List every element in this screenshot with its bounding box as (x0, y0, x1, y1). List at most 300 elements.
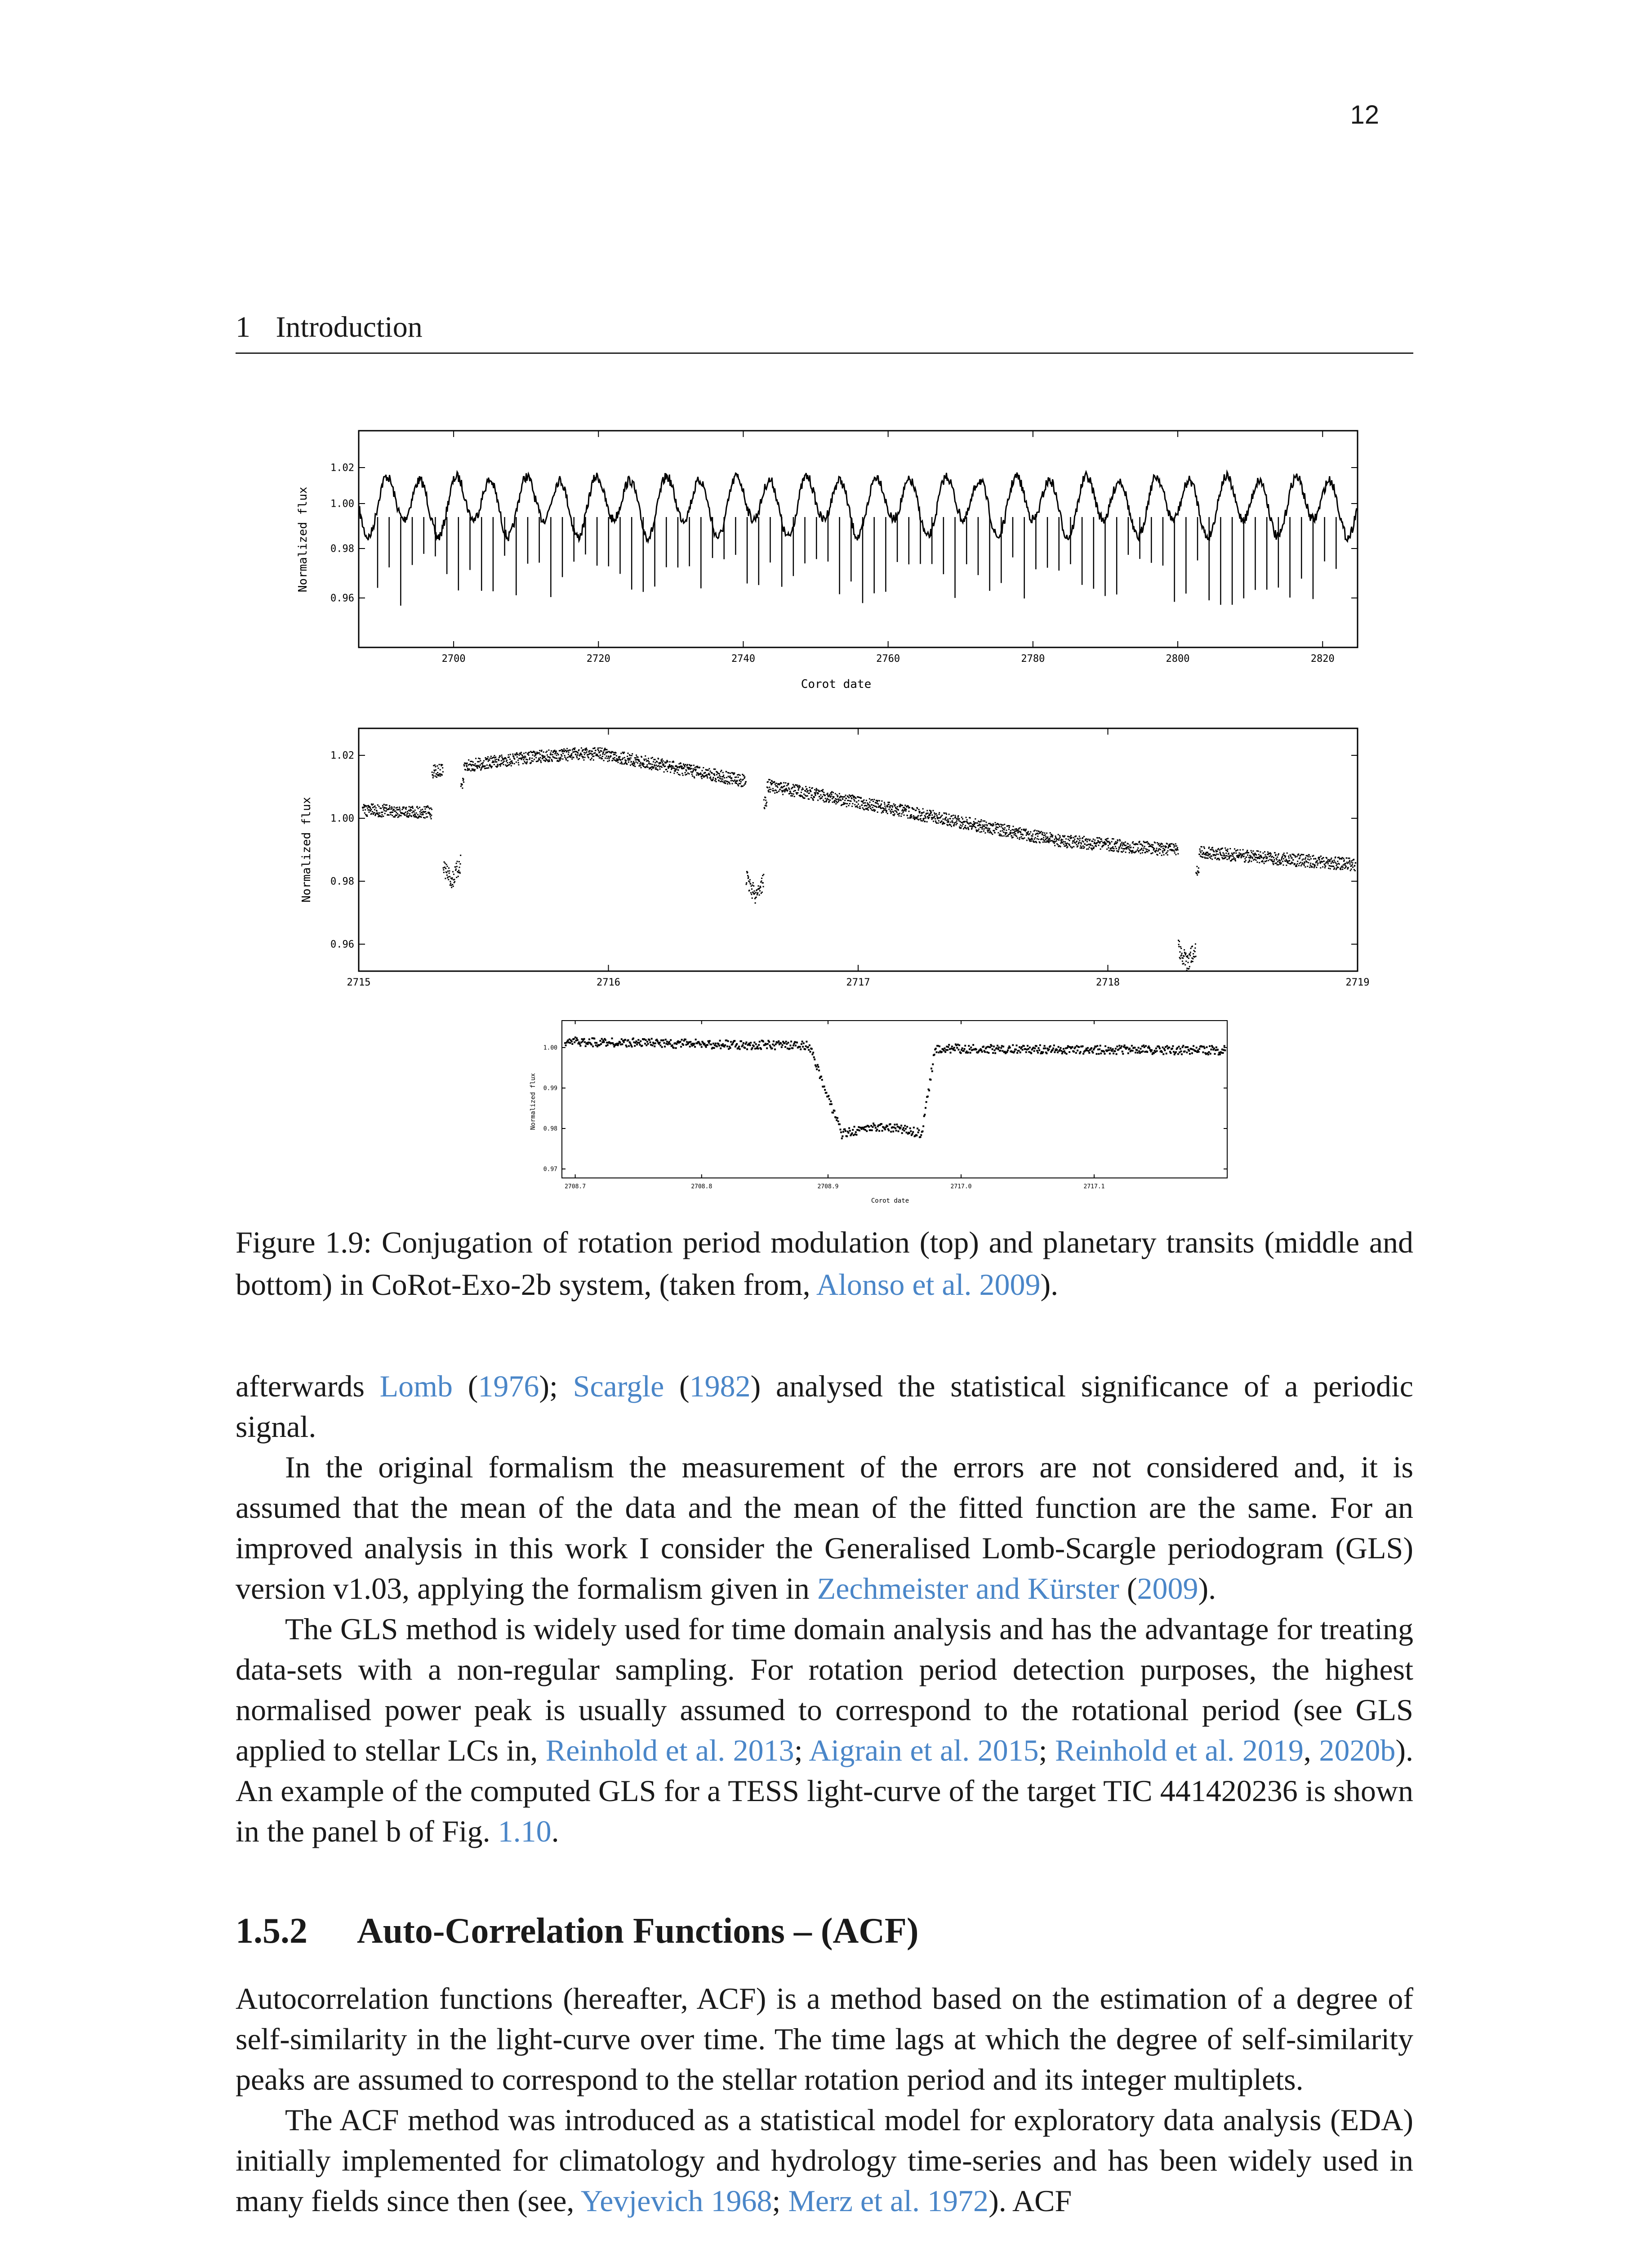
data-point (806, 788, 807, 789)
data-point (689, 767, 690, 768)
data-point (1293, 855, 1295, 856)
data-point (1164, 1049, 1166, 1051)
data-point (412, 806, 413, 807)
citation-link[interactable]: Scargle (573, 1369, 664, 1403)
data-point (409, 815, 410, 816)
data-point (730, 780, 732, 781)
data-point (678, 774, 679, 775)
data-point (905, 809, 907, 810)
data-point (1331, 865, 1332, 867)
data-point (405, 808, 407, 810)
data-point (552, 761, 553, 762)
data-point (881, 803, 882, 805)
data-point (570, 749, 571, 751)
data-point (786, 788, 787, 789)
data-point (383, 807, 384, 808)
data-point (560, 758, 561, 759)
data-point (517, 760, 519, 761)
data-point (771, 1048, 773, 1049)
data-point (886, 810, 887, 812)
data-point (1049, 839, 1051, 840)
data-point (1236, 850, 1237, 851)
data-point (1274, 863, 1276, 864)
data-point (1136, 1049, 1138, 1051)
data-point (728, 776, 729, 777)
data-point (524, 757, 525, 758)
data-point (1295, 855, 1296, 856)
data-point (650, 758, 652, 759)
data-point (1291, 863, 1292, 864)
data-point (718, 780, 720, 781)
data-point (701, 1046, 703, 1048)
data-point (404, 812, 405, 814)
data-point (410, 807, 411, 808)
data-point (1238, 857, 1239, 858)
data-point (996, 829, 997, 830)
data-point (640, 1040, 641, 1042)
citation-link[interactable]: Reinhold et al. 2013 (545, 1733, 794, 1767)
data-point (1072, 847, 1073, 848)
data-point (680, 1046, 682, 1048)
data-point (966, 828, 967, 830)
data-point (948, 1046, 949, 1048)
data-point (1075, 1052, 1077, 1054)
data-point (615, 752, 617, 754)
data-point (1233, 857, 1235, 858)
data-point (382, 805, 383, 806)
data-point (563, 748, 565, 749)
data-point (632, 1038, 634, 1039)
data-point (884, 803, 886, 805)
data-point (1262, 861, 1264, 862)
data-point (661, 767, 663, 768)
data-point (1044, 1048, 1046, 1049)
data-point (966, 819, 968, 821)
data-point (1229, 856, 1230, 857)
data-point (419, 811, 421, 812)
data-point (891, 812, 892, 813)
data-point (1152, 852, 1153, 854)
data-point (1207, 852, 1208, 853)
data-point (905, 1128, 907, 1130)
data-point (619, 756, 621, 758)
data-point (710, 1044, 712, 1045)
data-point (1119, 847, 1120, 848)
data-point (944, 813, 945, 814)
data-point (386, 810, 387, 812)
data-point (1308, 862, 1309, 863)
data-point (1127, 1047, 1128, 1048)
data-point (789, 1044, 791, 1046)
data-point (430, 807, 432, 809)
data-point (751, 894, 752, 895)
data-point (935, 818, 936, 820)
data-point (1316, 861, 1318, 862)
data-point (535, 757, 537, 758)
paragraph-text: ); (539, 1369, 573, 1403)
data-point (880, 808, 882, 809)
data-point (848, 1127, 850, 1129)
data-point (1326, 857, 1327, 859)
data-point (396, 807, 397, 808)
data-point (712, 779, 714, 780)
caption-citation-link[interactable]: Alonso et al. 2009 (816, 1267, 1041, 1302)
data-point (1030, 1053, 1032, 1054)
data-point (578, 749, 579, 750)
data-point (1335, 856, 1336, 858)
data-point (869, 798, 870, 799)
data-point (1276, 859, 1278, 861)
data-point (429, 812, 430, 813)
data-point (722, 778, 723, 780)
data-point (1092, 1052, 1094, 1053)
data-point (682, 1044, 684, 1046)
data-point (1336, 869, 1337, 870)
data-point (486, 764, 488, 766)
data-point (1259, 858, 1260, 859)
data-point (760, 887, 761, 888)
data-point (1323, 857, 1324, 858)
data-point (753, 882, 754, 883)
data-point (622, 759, 623, 760)
data-point (1309, 867, 1310, 868)
x-tick-label: 2717.1 (1083, 1183, 1105, 1190)
data-point (881, 812, 882, 813)
data-point (494, 759, 496, 761)
data-point (994, 1052, 996, 1054)
data-point (509, 764, 510, 765)
panel-top-ticks (330, 431, 1358, 665)
data-point (521, 752, 522, 753)
data-point (532, 754, 534, 756)
data-point (901, 1132, 903, 1134)
data-point (925, 1107, 926, 1109)
data-point (662, 758, 663, 760)
data-point (1114, 1050, 1116, 1052)
data-point (881, 1123, 882, 1125)
data-point (933, 821, 934, 822)
data-point (1228, 853, 1229, 854)
data-point (597, 754, 598, 755)
data-point (715, 1043, 717, 1044)
data-point (1055, 841, 1056, 843)
data-point (422, 809, 423, 810)
data-point (1180, 958, 1181, 959)
data-point (920, 818, 922, 820)
data-point (994, 832, 996, 834)
data-point (590, 759, 592, 760)
data-point (1265, 856, 1267, 857)
data-point (592, 1045, 594, 1047)
data-point (912, 1131, 914, 1133)
data-point (986, 828, 987, 829)
data-point (602, 756, 603, 757)
data-point (1012, 832, 1013, 834)
citation-link[interactable]: 1982 (689, 1369, 751, 1403)
x-tick-label: 2740 (731, 653, 755, 665)
data-point (1199, 854, 1200, 855)
data-point (1310, 858, 1312, 860)
data-point (1301, 854, 1302, 855)
data-point (887, 802, 889, 803)
data-point (1084, 843, 1086, 845)
data-point (1089, 839, 1091, 840)
data-point (457, 861, 458, 862)
data-point (389, 807, 391, 808)
data-point (660, 763, 661, 764)
data-point (948, 1044, 950, 1046)
data-point (1225, 852, 1227, 854)
data-point (948, 821, 949, 823)
data-point (493, 757, 494, 758)
data-point (403, 807, 405, 808)
data-point (1056, 1049, 1058, 1051)
data-point (845, 803, 846, 804)
data-point (1019, 839, 1020, 840)
data-point (888, 804, 890, 805)
citation-link[interactable]: Zechmeister and Kürster (817, 1571, 1119, 1606)
data-point (1339, 863, 1340, 865)
data-point (1122, 1053, 1124, 1055)
citation-link[interactable]: Yevjevich 1968 (580, 2184, 772, 2218)
data-point (811, 1053, 813, 1055)
data-point (1192, 946, 1193, 947)
data-point (1203, 854, 1205, 855)
data-point (1264, 856, 1265, 858)
data-point (827, 793, 828, 794)
data-point (999, 834, 1001, 835)
data-point (588, 1039, 590, 1040)
data-point (889, 802, 890, 803)
data-point (826, 799, 828, 801)
data-point (1075, 835, 1077, 837)
x-tick-label: 2718 (1096, 977, 1120, 988)
data-point (1093, 848, 1094, 849)
data-point (1237, 849, 1238, 851)
data-point (719, 773, 720, 774)
data-point (1148, 1046, 1150, 1048)
data-point (1088, 848, 1089, 850)
data-point (813, 799, 814, 801)
data-point (1208, 847, 1210, 848)
data-point (1016, 829, 1018, 830)
data-point (433, 775, 434, 776)
data-point (670, 772, 671, 773)
data-point (891, 809, 893, 810)
data-point (465, 769, 466, 771)
citation-link[interactable]: Aigrain et al. 2015 (809, 1733, 1039, 1767)
data-point (730, 1047, 731, 1049)
data-point (769, 787, 770, 788)
data-point (810, 797, 812, 798)
data-point (1195, 943, 1196, 945)
data-point (1087, 844, 1088, 846)
data-point (721, 770, 722, 771)
data-point (1323, 861, 1325, 862)
data-point (430, 816, 431, 817)
data-point (1067, 846, 1068, 847)
data-point (606, 755, 607, 757)
data-point (838, 799, 840, 801)
data-point (1056, 840, 1057, 842)
data-point (1006, 830, 1007, 831)
data-point (946, 820, 948, 821)
data-point (643, 763, 645, 765)
data-point (770, 791, 771, 793)
data-point (1094, 842, 1095, 843)
citation-link[interactable]: 2009 (1137, 1571, 1198, 1606)
data-point (1252, 857, 1253, 859)
data-point (503, 761, 505, 762)
data-point (1187, 962, 1189, 963)
data-point (739, 1048, 741, 1050)
data-point (819, 790, 820, 792)
data-point (836, 799, 837, 800)
data-point (699, 767, 700, 768)
data-point (388, 814, 390, 816)
data-point (375, 807, 377, 808)
data-point (864, 809, 865, 810)
data-point (871, 1129, 873, 1131)
caption-text-end: ). (1040, 1267, 1059, 1302)
data-point (887, 806, 889, 807)
data-point (1352, 866, 1354, 868)
data-point (631, 755, 632, 756)
data-point (992, 1052, 994, 1054)
data-point (848, 805, 850, 806)
data-point (890, 805, 891, 807)
data-point (1001, 824, 1002, 825)
data-point (685, 764, 686, 765)
data-point (725, 783, 726, 784)
data-point (634, 1045, 636, 1047)
data-point (803, 794, 805, 795)
data-point (780, 1043, 782, 1044)
data-point (501, 754, 502, 756)
data-point (630, 757, 632, 758)
data-point (1071, 837, 1072, 838)
data-point (452, 877, 453, 879)
data-point (804, 798, 806, 799)
data-point (479, 758, 481, 759)
data-point (1210, 858, 1211, 859)
y-tick-label: 1.00 (543, 1044, 557, 1052)
data-point (1038, 839, 1039, 840)
data-point (698, 775, 699, 776)
data-point (689, 1046, 691, 1048)
data-point (399, 807, 400, 808)
data-point (1207, 1053, 1209, 1055)
data-point (491, 767, 492, 768)
citation-link[interactable]: Lomb (379, 1369, 453, 1403)
data-point (596, 1042, 597, 1044)
data-point (749, 879, 751, 880)
data-point (1214, 1053, 1216, 1055)
citation-link[interactable]: 1.10 (498, 1814, 552, 1848)
data-point (420, 809, 422, 811)
data-point (1094, 1048, 1095, 1049)
data-point (1183, 963, 1184, 964)
data-point (556, 750, 557, 752)
data-point (691, 774, 693, 775)
data-point (1225, 847, 1226, 849)
data-point (667, 760, 668, 761)
paragraph-text: ). (1198, 1571, 1216, 1606)
data-point (1151, 1049, 1153, 1051)
data-point (449, 876, 450, 877)
data-point (1219, 859, 1220, 861)
data-point (501, 760, 502, 762)
data-point (996, 826, 997, 828)
data-point (939, 812, 940, 813)
data-point (806, 791, 808, 793)
data-point (1011, 832, 1012, 834)
data-point (1329, 865, 1330, 866)
data-point (559, 760, 561, 761)
data-point (1108, 845, 1109, 846)
data-point (1328, 861, 1329, 862)
data-point (526, 761, 528, 763)
data-point (657, 769, 659, 771)
data-point (1210, 1053, 1211, 1055)
data-point (1042, 1051, 1044, 1053)
data-point (747, 875, 748, 876)
data-point (523, 759, 524, 760)
y-tick-label: 0.98 (330, 876, 354, 888)
data-point (443, 872, 445, 873)
data-point (1251, 861, 1252, 862)
citation-link[interactable]: 1976 (478, 1369, 539, 1403)
data-point (943, 822, 944, 823)
data-point (628, 1039, 629, 1041)
data-point (1187, 955, 1189, 956)
data-point (392, 807, 393, 809)
data-point (963, 1050, 965, 1052)
paragraph-text: ( (664, 1369, 690, 1403)
data-point (952, 821, 953, 822)
data-point (628, 758, 630, 759)
data-point (1179, 951, 1180, 953)
data-point (839, 793, 840, 794)
data-point (581, 756, 583, 757)
panel-top-rotation-modulation (297, 418, 1367, 733)
data-point (980, 819, 982, 821)
data-point (757, 1048, 759, 1049)
data-point (482, 762, 484, 763)
data-point (835, 803, 837, 804)
data-point (793, 784, 794, 785)
data-point (1060, 846, 1061, 847)
data-point (626, 763, 628, 765)
data-point (980, 831, 981, 833)
data-point (848, 800, 849, 801)
citation-link[interactable]: Merz et al. 1972 (788, 2184, 989, 2218)
data-point (1035, 837, 1036, 839)
data-point (1222, 847, 1223, 849)
citation-link[interactable]: Reinhold et al. 2019 (1055, 1733, 1304, 1767)
data-point (845, 1130, 846, 1132)
data-point (548, 749, 549, 751)
citation-link[interactable]: 2020b (1319, 1733, 1396, 1767)
data-point (378, 812, 379, 814)
data-point (1113, 850, 1115, 852)
data-point (816, 789, 818, 791)
data-point (1100, 1045, 1101, 1047)
data-point (1274, 859, 1275, 861)
data-point (958, 1044, 960, 1046)
data-point (1167, 843, 1168, 844)
data-point (1069, 845, 1070, 846)
